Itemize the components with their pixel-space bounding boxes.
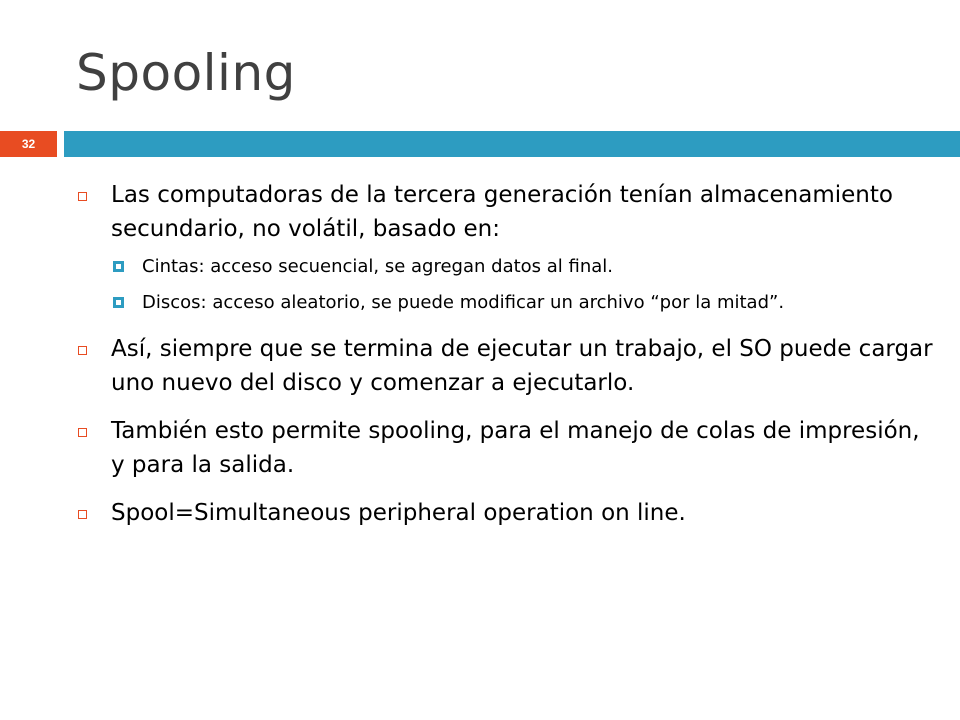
- square-bullet-icon: [78, 192, 87, 201]
- sub-bullet-text: Cintas: acceso secuencial, se agregan datos al final.: [142, 256, 614, 277]
- square-bullet-icon: [78, 510, 87, 519]
- bullet-item: [76, 178, 936, 318]
- slide-title: Spooling: [76, 44, 296, 102]
- bullet-text: También esto permite spooling, para el manejo de colas de impresión, y para la salida.: [111, 418, 920, 478]
- sub-bullet-list: [111, 252, 936, 318]
- bullet-text: Las computadoras de la tercera generación tenían almacenamiento secundario, no volátil, basado en:: [111, 182, 893, 242]
- slide-number: 32: [21, 137, 36, 151]
- sub-bullet-item: [76, 252, 936, 282]
- filled-square-bullet-icon: [113, 297, 124, 308]
- bullet-text: Así, siempre que se termina de ejecutar un trabajo, el SO puede cargar uno nuevo del disco y comenzar a ejecutarlo.: [111, 336, 933, 396]
- slide-number-badge: [0, 131, 57, 157]
- slide-content: [76, 178, 936, 544]
- sub-bullet-text: Discos: acceso aleatorio, se puede modificar un archivo “por la mitad”.: [142, 292, 785, 313]
- header-accent-bar: [64, 131, 960, 157]
- bullet-item: [76, 496, 936, 530]
- bullet-item: [76, 414, 936, 482]
- square-bullet-icon: [78, 346, 87, 355]
- filled-square-bullet-icon: [113, 261, 124, 272]
- bullet-item: [76, 332, 936, 400]
- square-bullet-icon: [78, 428, 87, 437]
- sub-bullet-item: [76, 288, 936, 318]
- bullet-text: Spool=Simultaneous peripheral operation on line.: [111, 500, 686, 526]
